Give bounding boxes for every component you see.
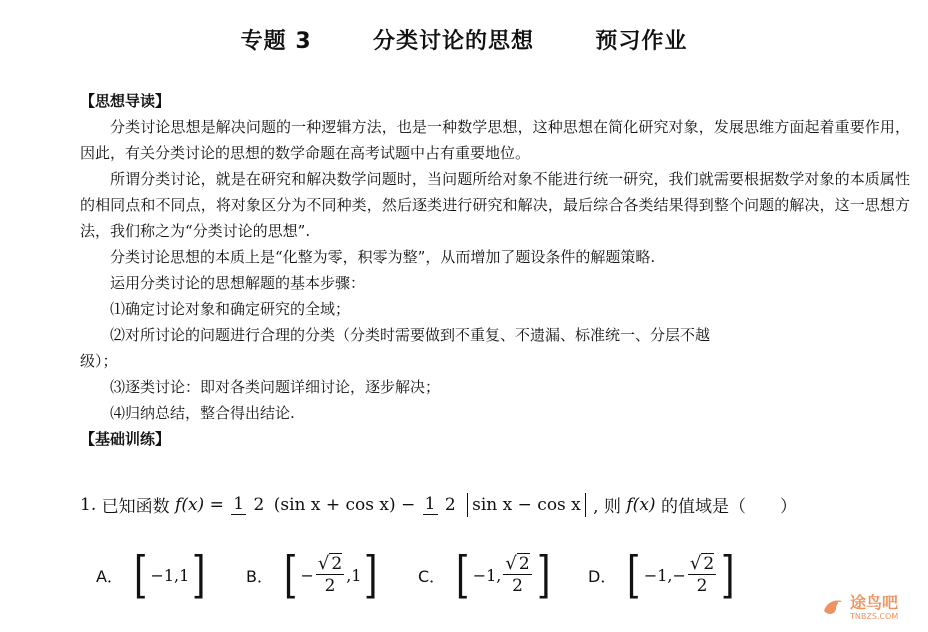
fraction-half-2: 1 2 [424, 494, 456, 515]
option-d-letter: D． [588, 566, 617, 586]
answer-options [96, 540, 916, 610]
intro-paragraph-2: 所谓分类讨论，就是在研究和解决数学问题时，当问题所给对象不能进行统一研究，我们就需要根据数学对象的本质属性的相同点和不同点，将对象区分为不同种类，然后逐类进行研究和解决，最后综合各类结果得到整个问题的解决，这一思想方法，我们称之为“分类讨论的思想”. [80, 170, 910, 240]
title-assignment: 预习作业 [595, 29, 688, 54]
question-tail: 的值域是（ ） [660, 497, 797, 517]
step-3: ⑶逐类讨论：即对各类问题详细讨论，逐步解决； [110, 378, 441, 396]
option-b-letter: B． [246, 566, 273, 586]
question-stem [80, 492, 797, 542]
step-4: ⑷归纳总结，整合得出结论. [110, 404, 295, 422]
intro-paragraph-4: 运用分类讨论的思想解题的基本步骤： [110, 274, 366, 292]
watermark-text: 途鸟吧 [850, 593, 899, 612]
option-b[interactable] [246, 540, 381, 610]
option-c-letter: C． [418, 566, 446, 586]
option-a[interactable] [96, 540, 209, 610]
intro-paragraph-1: 分类讨论思想是解决问题的一种逻辑方法，也是一种数学思想，这种思想在简化研究对象，发展思维方面起着重要作用，因此，有关分类讨论的思想的数学命题在高考试题中占有重要地位。 [80, 118, 910, 162]
title-topic-number: 专题 3 [240, 29, 312, 54]
function-label-2: f(x) [626, 494, 656, 515]
option-d-interval: [ −1,− $\frac{√ 2}{2}$ ] [627, 546, 735, 604]
watermark-subtext: TNBZS.COM [850, 612, 899, 621]
watermark-logo [820, 590, 920, 626]
step-1: ⑴确定讨论对象和确定研究的全域； [110, 300, 351, 318]
question-lead: 已知函数 [101, 497, 170, 517]
title-topic-name: 分类讨论的思想 [372, 29, 534, 54]
page-title [0, 24, 928, 55]
option-c-interval: [ −1, $\frac{√ 2}{2}$ ] [456, 546, 551, 604]
intro-section [80, 88, 910, 452]
function-label: f(x) = [175, 494, 224, 515]
sum-expression: (sin x + cos x) − [273, 494, 416, 515]
bird-logo-icon [820, 595, 846, 621]
option-b-interval: [ − $\frac{√ 2}{2}$ ,1 ] [283, 546, 379, 604]
step-2: ⑵对所讨论的问题进行合理的分类（分类时需要做到不重复、不遗漏、标准统一、分层不越 [110, 326, 711, 344]
option-c-fraction: $\frac{√ 2}{2}$ [505, 552, 530, 596]
intro-heading: 【思想导读】 [80, 92, 171, 110]
question-number: 1. [80, 494, 97, 515]
absolute-value-expression: sin x − cos x [467, 493, 586, 517]
option-d[interactable] [588, 540, 738, 610]
training-heading: 【基础训练】 [80, 430, 171, 448]
question-then: , 则 [593, 497, 621, 517]
option-c[interactable] [418, 540, 553, 610]
step-2-continuation: 级）； [80, 352, 118, 370]
fraction-half-1: 1 2 [233, 494, 265, 515]
option-b-fraction: $\frac{√ 2}{2}$ [317, 552, 343, 596]
option-a-interval: [ −1,1 ] [133, 546, 206, 604]
intro-paragraph-3: 分类讨论思想的本质上是“化整为零，积零为整”，从而增加了题设条件的解题策略. [110, 248, 656, 266]
option-a-letter: A． [96, 566, 123, 586]
option-d-fraction: $\frac{√ 2}{2}$ [689, 552, 715, 596]
